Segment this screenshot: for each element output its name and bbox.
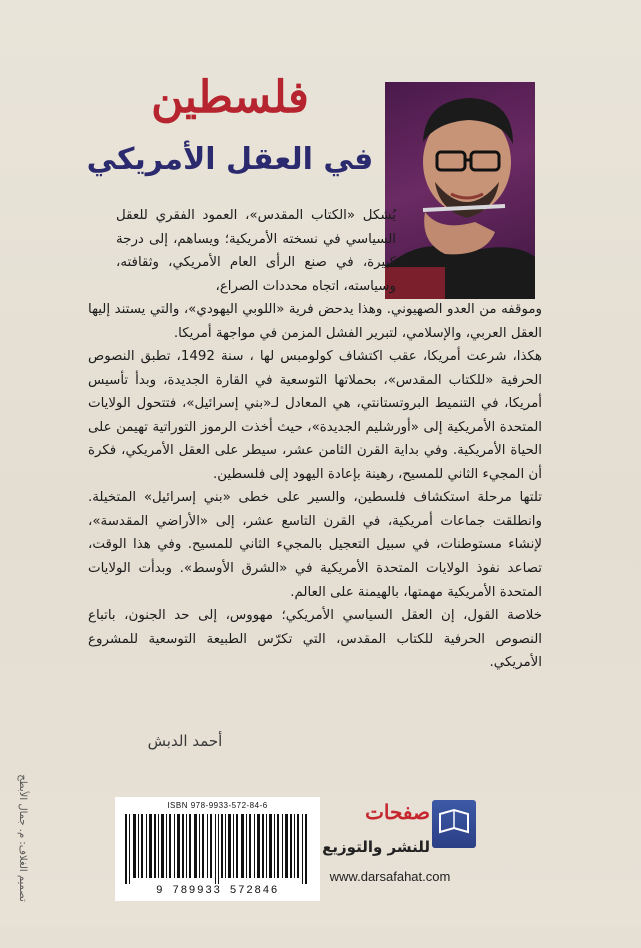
- blurb-text: يُشكل «الكتاب المقدس»، العمود الفقري للعقل السياسي في نسخته الأمريكية؛ ويساهم، إلى درجة كبيرة، في صنع الرأى العام الأمريكي، وثقافته، وسياسته، اتجاه محددات الصراع،: [116, 208, 396, 294]
- author-portrait-image: [385, 82, 535, 299]
- blurb-paragraphs: [88, 298, 542, 675]
- isbn-barcode: [115, 797, 320, 901]
- publisher-name: صفحات: [365, 800, 430, 824]
- author-signature: أحمد الدبش: [147, 732, 223, 750]
- blurb-paragraph-3: تلتها مرحلة استكشاف فلسطين، والسير على خطى «بني إسرائيل» المتخيلة. وانطلقت جماعات أمريكية، في القرن التاسع عشر، إلى «الأراضي المقدسة»، لإنشاء مستوطنات، في سبيل التعجيل بالمجيء الثاني للمسيح. وفي هذا الوقت، تصاعد نفوذ الولايات المتحدة الأمريكية في «الشرق الأوسط». وبدأت الولايات المتحدة الأمريكية مهمتها، بالهيمنة على العالم.: [88, 490, 542, 600]
- blurb-paragraph-2: هكذا، شرعت أمريكا، عقب اكتشاف كولومبس لها ، سنة 1492، تطبق النصوص الحرفية «للكتاب المقدس»، بحملاتها التوسعية في القارة الجديدة، وبدأ تأسيس أمريكا، في التنميط البروتستانتي، هي المعادل لـ«بني إسرائيل»، فتتحول الولايات المتحدة الأمريكية إلى «أورشليم الجديدة»، حيث أخذت الرموز التوراتية تهيمن على الحياة الأمريكية. وفي بداية القرن الثامن عشر، سيطر على العقل الأمريكي، فكرة أن المجيء الثاني للمسيح، رهينة بإعادة اليهود إلى فلسطين.: [88, 349, 542, 482]
- publisher-subtitle: للنشر والتوزيع: [322, 838, 430, 856]
- isbn-label: ISBN 978-9933-572-84-6: [167, 801, 268, 810]
- cover-design-credit: تصميم الغلاف: م. جمال الأبطح: [17, 774, 28, 902]
- author-photo: [385, 82, 535, 299]
- barcode-bars: [125, 814, 310, 884]
- book-subtitle: في العقل الأمريكي: [86, 142, 374, 177]
- barcode-number: 9 789933 572846: [155, 885, 280, 897]
- blurb-paragraph-1-start: [116, 204, 396, 298]
- blurb-paragraph-1-end: وموقفه من العدو الصهيوني. وهذا يدحض فرية «اللوبي اليهودي»، والتي يستند إليها العقل العربي، والإسلامي، لتبرير الفشل المزمن في مواجهة أمريكا.: [88, 302, 542, 341]
- publisher-logo-icon: [432, 800, 476, 848]
- publisher-website: www.darsafahat.com: [329, 869, 451, 884]
- book-title: فلسطين: [151, 72, 309, 123]
- blurb-paragraph-4: خلاصة القول، إن العقل السياسي الأمريكي؛ مهووس، إلى حد الجنون، باتباع النصوص الحرفية للكتاب المقدس، التي تكرّس الطبيعة التوسعية للمشروع الأمريكي.: [88, 608, 542, 671]
